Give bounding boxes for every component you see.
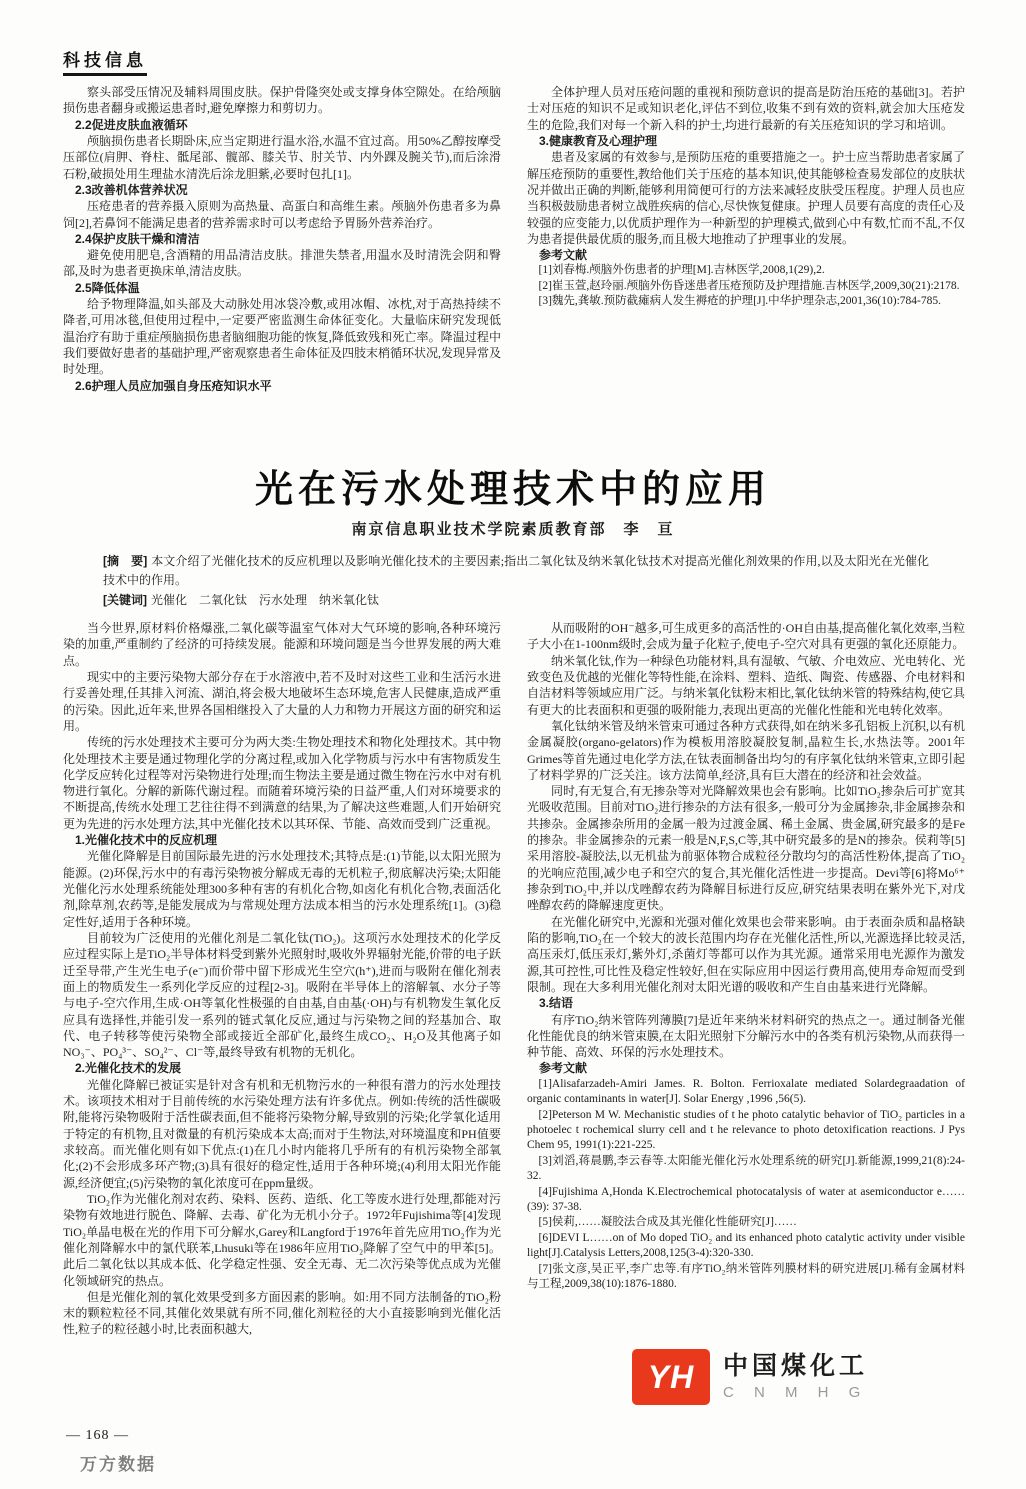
paragraph: 察头部受压情况及辅料周围皮肤。保护骨隆突处或支撑身体空隙处。在给颅脑损伤患者翻身或搬运患者时,避免摩擦力和剪切力。	[63, 85, 501, 116]
paragraph: TiO₂作为光催化剂对农药、染料、医药、造纸、化工等废水进行处理,都能对污染物有效地进行脱色、降解、去毒、矿化为无机小分子。1972年Fujishima等[4]发现TiO₂单晶电极在光的作用下可分解水,Garey和Langford于1976年首先应用TiO₂作为光催化剂降解水中的氯代联苯,Lhusuki等在1986年应用TiO₂降解了空气中的甲苯[5]。此后二氧化钛以其成本低、化学稳定性强、安全无毒、无二次污染等优点成为光催化领域研究的热点。	[63, 1191, 501, 1288]
reference-item: [2]Peterson M W. Mechanistic studies of t he photo catalytic behavior of TiO₂ particles in a photoelec t rochemical slurry cell and t he relevance to photo detoxification reactions. J Pys Chem 95, 1991(1):221-225.	[527, 1108, 965, 1152]
paragraph: 给予物理降温,如头部及大动脉处用冰袋冷敷,或用冰帽、冰枕,对于高热持续不降者,可用冰毯,但使用过程中,一定要严密监测生命体征变化。大量临床研究发现低温治疗有助于重症颅脑损伤患者脑细胞功能的恢复,降低致残和死亡率。降温过程中我们要做好患者的基础护理,严密观察患者生命体征及四肢末梢循环状况,发现异常及时处理。	[63, 297, 502, 377]
journal-name: 科技信息	[63, 46, 147, 76]
reference-item: [2]崔玉萱,赵玲丽.颅脑外伤昏迷患者压疮预防及护理措施.吉林医学,2009,30(21):2178.	[538, 279, 960, 292]
paragraph: 现实中的主要污染物大部分存在于水溶液中,若不及时对这些工业和生活污水进行妥善处理,任其排入河流、湖泊,将会极大地破坏生态环境,危害人民健康,造成严重的污染。因此,近年来,世界各国相继投入了大量的人力和物力开展这方面的研究和运用。	[63, 669, 502, 733]
reference-item: [3]刘滔,蒋晨鹏,李云春等.太阳能光催化污水处理系统的研究[J].新能源,1999,21(8):24-32.	[527, 1154, 965, 1183]
paragraph: 患者及家属的有效参与,是预防压疮的重要措施之一。护士应当帮助患者家属了解压疮预防的重要性,教给他们关于压疮的基本知识,使其能够检查易发部位的皮肤状况并做出正确的判断,能够利用简便可行的方法来减轻皮肤受压程度。护理人员也应当积极鼓励患者树立战胜疾病的信心,尽快恢复健康。护理人员要有高度的责任心及较强的应变能力,以优质护理作为一种新型的护理模式,做到心中有数,忙而不乱,不仅为患者提供最优质的服务,而且极大地推动了护理事业的发展。	[527, 150, 966, 246]
reference-item: [3]魏先,龚敏.预防截瘫病人发生褥疮的护理[J].中华护理杂志,2001,36(10):784-785.	[538, 295, 941, 308]
reference-item: [1]Alisafarzadeh-Amiri James. R. Bolton. Ferrioxalate mediated Solardegraadation of organic contaminants in water[J]. Solar Energy ,1996 ,56(5).	[527, 1077, 965, 1106]
paragraph: 传统的污水处理技术主要可分为两大类:生物处理技术和物化处理技术。其中物化处理技术主要是通过物理化学的分离过程,或加入化学物质与污水中有害物质发生化学反应转化过程等对污染物进行处理;而生物法主要是通过微生物在污水中对有机物进行氧化。分解的新陈代谢过程。而随着环境污染的日益严重,人们对环境要求的不断提高,传统水处理工艺往往得不到满意的结果,为了解决这些难题,人们开始研究更为先进的污水处理方法,其中光催化技术以其环保、节能、高效而受到广泛重视。	[63, 735, 501, 831]
article-byline: 南京信息职业技术学院素质教育部 李 亘	[351, 521, 675, 538]
section-heading: 2.光催化技术的发展	[75, 1061, 182, 1076]
main-article-body	[63, 620, 965, 1338]
abstract-text: 本文介绍了光催化技术的反应机理以及影响光催化技术的主要因素;指出二氧化钛及纳米氧化钛技术对提高光催化剂效果的作用,以及太阳光在光催化技术中的作用。	[103, 554, 929, 587]
paragraph: 目前较为广泛使用的光催化剂是二氧化钛(TiO₂)。这项污水处理技术的化学反应过程实际上是TiO₂半导体材料受到紫外光照射时,吸收外界辐射光能,价带的电子跃迁至导带,产生光生电子(e⁻)而价带中留下形成光生空穴(h⁺),进而与吸附在催化剂表面上的物质发生一系列化学反应的过程[2-3]。吸附在半导体上的溶解氧、水分子等与电子-空穴作用,生成·OH等氧化性极强的自由基,自由基(·OH)与有机物发生氧化反应具有选择性,并能引发一系列的链式氧化反应,通过与污染物之间的羟基加合、取代、电子转移等使污染物全部或接近全部矿化,最终生成CO₂、H₂O及其他离子如NO₃⁻、PO₄³⁻、SO₄²⁻、Cl⁻等,最终导致有机物的无机化。	[63, 930, 501, 1060]
wanfang-watermark: 万方数据	[80, 1455, 156, 1474]
paragraph: 避免使用肥皂,含酒精的用品清洁皮肤。排泄失禁者,用温水及时清洗会阴和臀部,及时为患者更换床单,清洁皮肤。	[63, 248, 501, 279]
abstract-block	[103, 552, 929, 610]
reference-item: [7]张文彦,吴正平,李广忠等.有序TiO₂纳米管阵列膜材料的研究进展[J].稀有金属材料与工程,2009,38(10):1876-1880.	[527, 1262, 965, 1291]
section-heading: 1.光催化技术中的反应机理	[75, 833, 218, 848]
cnmhg-brand-watermark	[626, 1344, 918, 1410]
paragraph: 当今世界,原材料价格爆涨,二氧化碳等温室气体对大气环境的影响,各种环境污染的加重,严重制约了经济的可持续发展。能源和环境问题是当今世界发展的两大难点。	[63, 621, 501, 668]
section-heading: 参考文献	[539, 1061, 588, 1076]
reference-item: [4]Fujishima A,Honda K.Electrochemical photocatalysis of water at asemiconductor e……(39): 37-38.	[527, 1185, 965, 1213]
paragraph: 有序TiO₂纳米管阵列薄膜[7]是近年来纳米材料研究的热点之一。通过制备光催化性能优良的纳米管束膜,在太阳光照射下分解污水中的各类有机污染物,从而获得一种节能、高效、环保的污水处理技术。	[527, 1012, 966, 1060]
section-heading: 2.2促进皮肤血液循环	[75, 117, 188, 132]
section-heading: 2.3改善机体营养状况	[75, 182, 188, 197]
keywords-line	[103, 591, 929, 610]
page-number: — 168 —	[66, 1428, 129, 1443]
keywords-label: [关键词]	[103, 593, 147, 608]
brand-name-cn: 中国煤化工	[723, 1352, 869, 1381]
keywords-text: 光催化 二氧化钛 污水处理 纳米氧化钛	[151, 593, 380, 608]
article-title: 光在污水处理技术中的应用	[254, 469, 771, 511]
section-heading: 2.6护理人员应加强自身压疮知识水平	[75, 378, 272, 393]
abstract-line	[103, 552, 929, 589]
paragraph: 纳米氧化钛,作为一种绿色功能材料,具有湿敏、气敏、介电效应、光电转化、光致变色及优越的光催化等特性能,在涂料、塑料、造纸、陶瓷、传感器、介电材料和自洁材料等领域应用广泛。与纳米氧化钛粉末相比,氧化钛纳米管的特殊结构,使它具有更大的比表面积和更强的吸附能力,表现出更高的光催化性能和光电转化效率。	[527, 653, 966, 717]
paragraph: 光催化降解已被证实是针对含有机和无机物污水的一种很有潜力的污水处理技术。该项技术相对于目前传统的水污染处理方法有许多优点。例如:传统的活性碳吸附,能将污染物吸附于活性碳表面,但不能将污染物分解,导致别的污染;化学氧化适用于特定的有机物,且对微量的有机污染成本太高;而对于生物法,对环境温度和PH值要求较高。而光催化则有如下优点:(1)在几小时内能将几乎所有的有机污染物全部氧化;(2)不会形成多环产物;(3)具有很好的稳定性,适用于各种环境;(4)利用太阳光作能源,经济便宜;(5)污染物的氧化浓度可在ppm量级。	[63, 1077, 501, 1190]
reference-item: [5]侯莉,……凝胶法合成及其光催化性能研究[J]……	[538, 1216, 797, 1229]
paragraph: 在光催化研究中,光源和光强对催化效果也会带来影响。由于表面杂质和晶格缺陷的影响,TiO₂在一个较大的波长范围内均存在光催化活性,所以,光源选择比较灵活,高压汞灯,低压汞灯,紫外灯,杀菌灯等都可以作为其光源。通常采用电光源作为激发源,其可控性,可比性及稳定性较好,但在实际应用中因运行费用高,使用寿命短而受到限制。现在大多利用光催化剂对太阳光谱的吸收和产生自由基来进行光降解。	[527, 914, 965, 994]
section-heading: 2.4保护皮肤干燥和清洁	[75, 231, 200, 246]
section-heading: 参考文献	[539, 248, 588, 263]
paragraph: 从而吸附的OH⁻越多,可生成更多的高活性的·OH自由基,提高催化氧化效率,当粒子大小在1-100nm级时,会成为量子化粒子,使电子-空穴对具有更强的氧化还原能力。	[527, 621, 965, 652]
paragraph: 全体护理人员对压疮问题的重视和预防意识的提高是防治压疮的基础[3]。若护士对压疮的知识不足或知识老化,评估不到位,收集不到有效的资料,就会加大压疮发生的危险,我们对每一个新入科的护士,均进行最新的有关压疮知识的学习和培训。	[527, 85, 965, 132]
paragraph: 光催化降解是目前国际最先进的污水处理技术;其特点是:(1)节能,以太阳光照为能源。(2)环保,污水中的有毒污染物被分解成无毒的无机粒子,彻底解决污染;太阳能光催化污水处理系统能处理300多种有害的有机化合物,如卤化有机化合物,表面活化剂,除草剂,农药等,是能发展成为与常规处理方法成本相当的污水处理系统[1]。(3)稳定性好,适用于各种环境。	[63, 849, 501, 929]
section-heading: 3.结语	[539, 996, 574, 1011]
reference-item: [6]DEVI L……on of Mo doped TiO₂ and its enhanced photo catalytic activity under visible light[J].Catalysis Letters,2008,125(3-4):320-330.	[527, 1231, 965, 1260]
section-heading: 3.健康教育及心理护理	[539, 133, 658, 148]
paragraph: 颅脑损伤患者长期卧床,应当定期进行温水浴,水温不宜过高。用50%乙醇按摩受压部位(肩胛、脊柱、骶尾部、髋部、膝关节、肘关节、内外踝及腕关节),而后涂滑石粉,破损处用生理盐水清洗后涂龙胆紫,必要时包扎[1]。	[63, 133, 501, 181]
main-article-right-column	[527, 620, 965, 1338]
paragraph: 压疮患者的营养摄入原则为高热量、高蛋白和高维生素。颅脑外伤患者多为鼻饲[2],若鼻饲不能满足患者的营养需求时可以考虑给予胃肠外营养治疗。	[63, 199, 501, 230]
paragraph: 同时,有无复合,有无掺杂等对光降解效果也会有影响。比如TiO₂掺杂后可扩宽其光吸收范围。目前对TiO₂进行掺杂的方法有很多,一般可分为金属掺杂,非金属掺杂和共掺杂。金属掺杂所用的金属一般为过渡金属、稀土金属、贵金属,研究最多的是Fe的掺杂。非金属掺杂的元素一般是N,F,S,C等,其中研究最多的是N的掺杂。侯莉等[5]采用溶胶-凝胶法,以无机盐为前驱体物合成粒径分散均匀的高活性粉体,提高了TiO₂的光响应范围,减少电子和空穴的复合,其光催化活性进一步提高。Devi等[6]将Mo⁶⁺掺杂到TiO₂中,并以戊唑醇农药为降解目标进行反应,研究结果表明在紫外光下,对戊唑醇农药的降解速度更快。	[527, 784, 965, 913]
previous-article-continuation	[63, 84, 965, 394]
paragraph: 但是光催化剂的氧化效果受到多方面因素的影响。如:用不同方法制备的TiO₂粉末的颗粒粒径不同,其催化效果就有所不同,催化剂粒径的大小直接影响到光催化活性,粒子的粒径越小时,比表面积越大,	[63, 1289, 501, 1337]
brand-name-en: C N M H G	[723, 1383, 869, 1401]
cnmhg-logo-icon: YH	[632, 1349, 710, 1405]
prev-article-right-column	[527, 84, 965, 394]
brand-text-block	[723, 1353, 868, 1401]
paragraph: 氧化钛纳米管及纳米管束可通过各种方式获得,如在纳米多孔铝板上沉积,以有机金属凝胶(organo-gelators)作为模板用溶胶凝胶复制,晶粒生长,水热法等。2001年Grimes等首先通过电化学方法,在钛表面制备出均匀的有序氧化钛纳米管束,立即引起了材料学界的广泛关注。该方法简单,经济,具有巨大潜在的经济和社会效益。	[527, 718, 966, 782]
abstract-label: [摘 要]	[103, 554, 148, 568]
reference-item: [1]刘春梅.颅脑外伤患者的护理[M].吉林医学,2008,1(29),2.	[538, 264, 825, 277]
main-article-left-column	[63, 620, 501, 1338]
prev-article-left-column	[63, 84, 501, 394]
section-heading: 2.5降低体温	[75, 280, 140, 295]
